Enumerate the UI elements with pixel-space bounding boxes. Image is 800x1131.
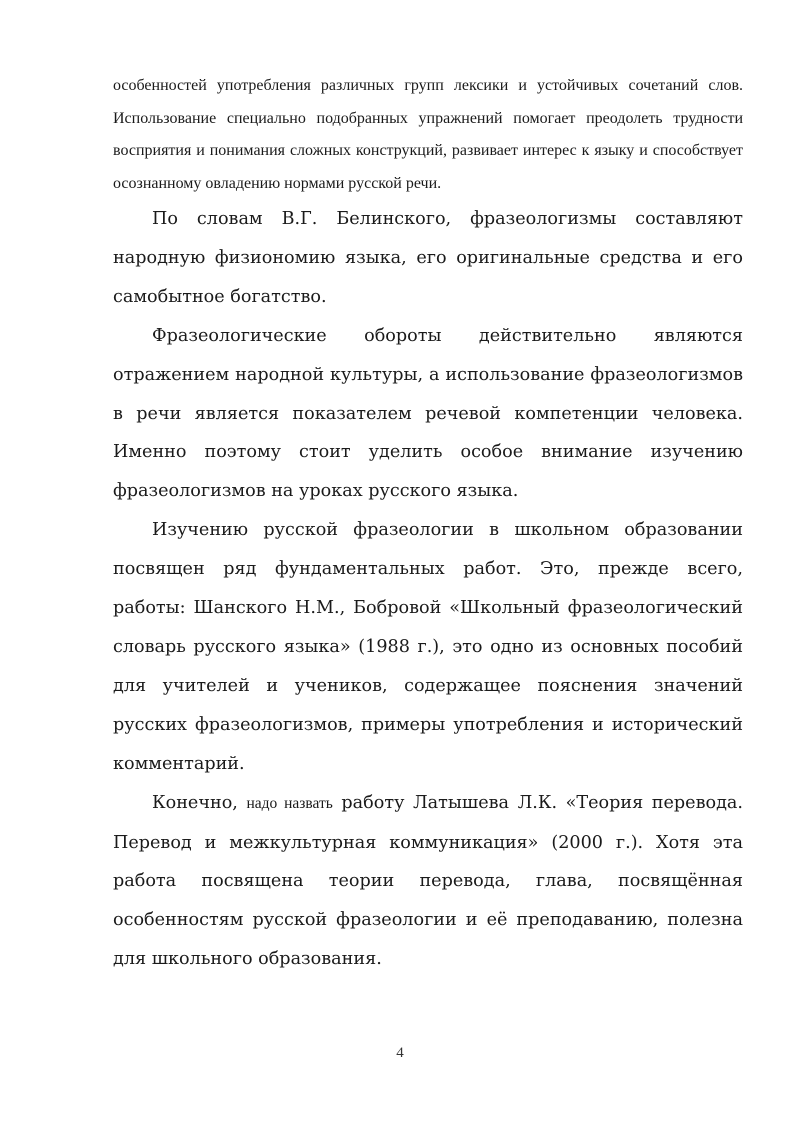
paragraph-fundamental-works: Изучению русской фразеологии в школьном образовании посвящен ряд фундаментальных работ. Это, прежде всего, работы: Шанского Н.М., Бобровой «Школьный фразеологический словарь русского языка» (1988 г.), это одно из основных пособий для учителей и учеников, содержащее пояснения значений русских фразеологизмов, примеры употребления и исторический комментарий.	[113, 520, 743, 774]
paragraph-intro: особенностей употребления различных групп лексики и устойчивых сочетаний слов. Использование специально подобранных упражнений помогает преодолеть трудности восприятия и понимания сложных конструкций, развивает интерес к языку и способствует осознанному овладению нормами русской речи.	[113, 77, 743, 192]
paragraph-latyshev-start: Конечно,	[152, 792, 247, 813]
paragraph-folk-culture: Фразеологические обороты действительно являются отражением народной культуры, а использование фразеологизмов в речи является показателем речевой компетенции человека. Именно поэтому стоит уделить особое внимание изучению фразеологизмов на уроках русского языка.	[113, 325, 743, 502]
document-page	[113, 70, 743, 979]
paragraph-latyshev	[113, 784, 743, 980]
paragraph-latyshev-inserted-phrase: надо назвать	[246, 794, 333, 812]
page-number: 4	[396, 1045, 404, 1061]
paragraph-latyshev-end: работу Латышева Л.К. «Теория перевода. Перевод и межкультурная коммуникация» (2000 г.). Хотя эта работа посвящена теории перевода, глава, посвящённая особенностям русской фразеологии и её преподаванию, полезна для школьного образования.	[113, 792, 744, 970]
paragraph-belinsky-quote: По словам В.Г. Белинского, фразеологизмы составляют народную физиономию языка, его оригинальные средства и его самобытное богатство.	[113, 209, 743, 307]
